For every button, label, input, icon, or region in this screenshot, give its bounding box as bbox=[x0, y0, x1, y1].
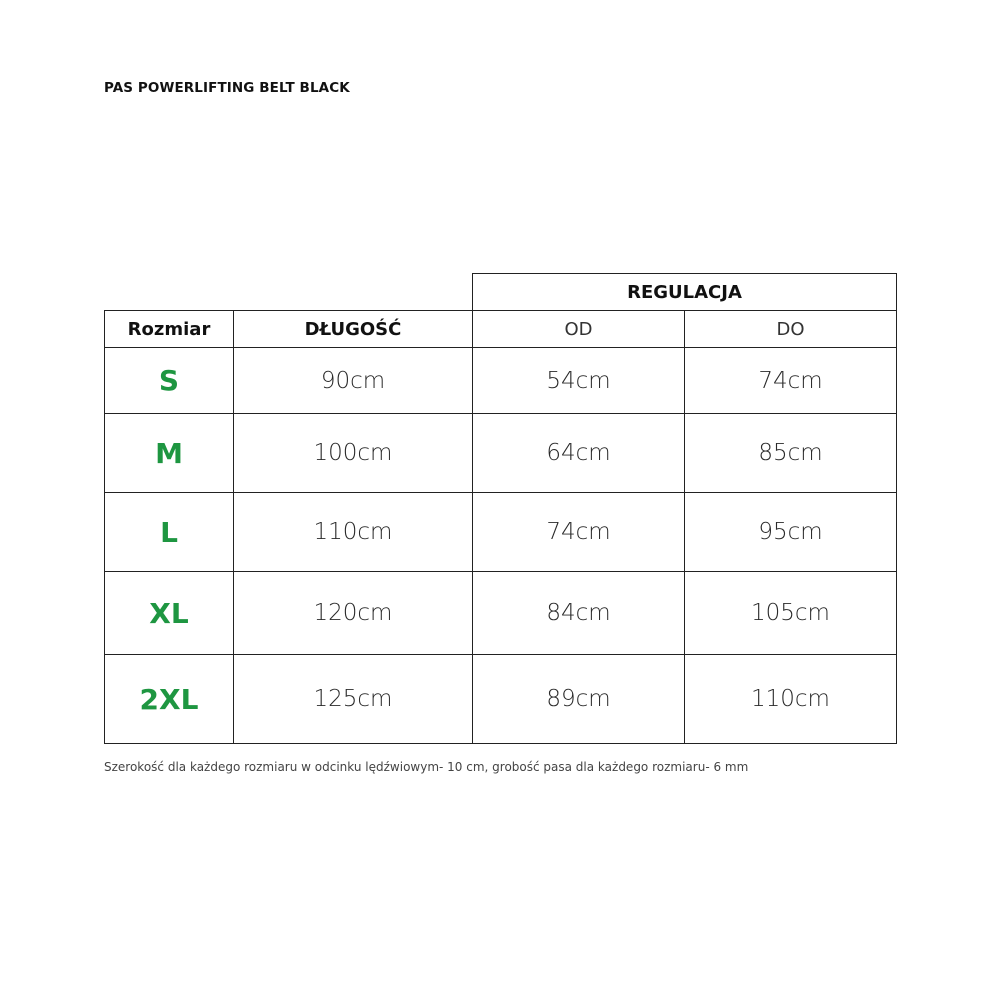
group-header-row bbox=[105, 274, 897, 311]
from-cell: 64cm bbox=[473, 414, 685, 493]
table-row bbox=[105, 493, 897, 572]
length-cell: 100cm bbox=[234, 414, 473, 493]
table-row bbox=[105, 348, 897, 414]
header-from: OD bbox=[473, 311, 685, 348]
to-cell: 105cm bbox=[685, 572, 897, 655]
page-title: PAS POWERLIFTING BELT BLACK bbox=[104, 80, 350, 96]
header-size: Rozmiar bbox=[105, 311, 234, 348]
empty-header-cell bbox=[105, 274, 473, 311]
length-cell: 90cm bbox=[234, 348, 473, 414]
size-label: M bbox=[105, 414, 234, 493]
size-label: 2XL bbox=[105, 655, 234, 744]
from-cell: 84cm bbox=[473, 572, 685, 655]
regulation-group-header: REGULACJA bbox=[473, 274, 897, 311]
to-cell: 74cm bbox=[685, 348, 897, 414]
header-to: DO bbox=[685, 311, 897, 348]
size-chart-table bbox=[104, 273, 897, 744]
table-row bbox=[105, 572, 897, 655]
length-cell: 110cm bbox=[234, 493, 473, 572]
to-cell: 95cm bbox=[685, 493, 897, 572]
header-length: DŁUGOŚĆ bbox=[234, 311, 473, 348]
table-row bbox=[105, 414, 897, 493]
footnote: Szerokość dla każdego rozmiaru w odcinku lędźwiowym- 10 cm, grobość pasa dla każdego rozmiaru- 6 mm bbox=[104, 760, 749, 774]
length-cell: 125cm bbox=[234, 655, 473, 744]
size-label: S bbox=[105, 348, 234, 414]
column-header-row bbox=[105, 311, 897, 348]
size-label: XL bbox=[105, 572, 234, 655]
from-cell: 74cm bbox=[473, 493, 685, 572]
from-cell: 54cm bbox=[473, 348, 685, 414]
to-cell: 85cm bbox=[685, 414, 897, 493]
to-cell: 110cm bbox=[685, 655, 897, 744]
length-cell: 120cm bbox=[234, 572, 473, 655]
size-label: L bbox=[105, 493, 234, 572]
table-row bbox=[105, 655, 897, 744]
from-cell: 89cm bbox=[473, 655, 685, 744]
